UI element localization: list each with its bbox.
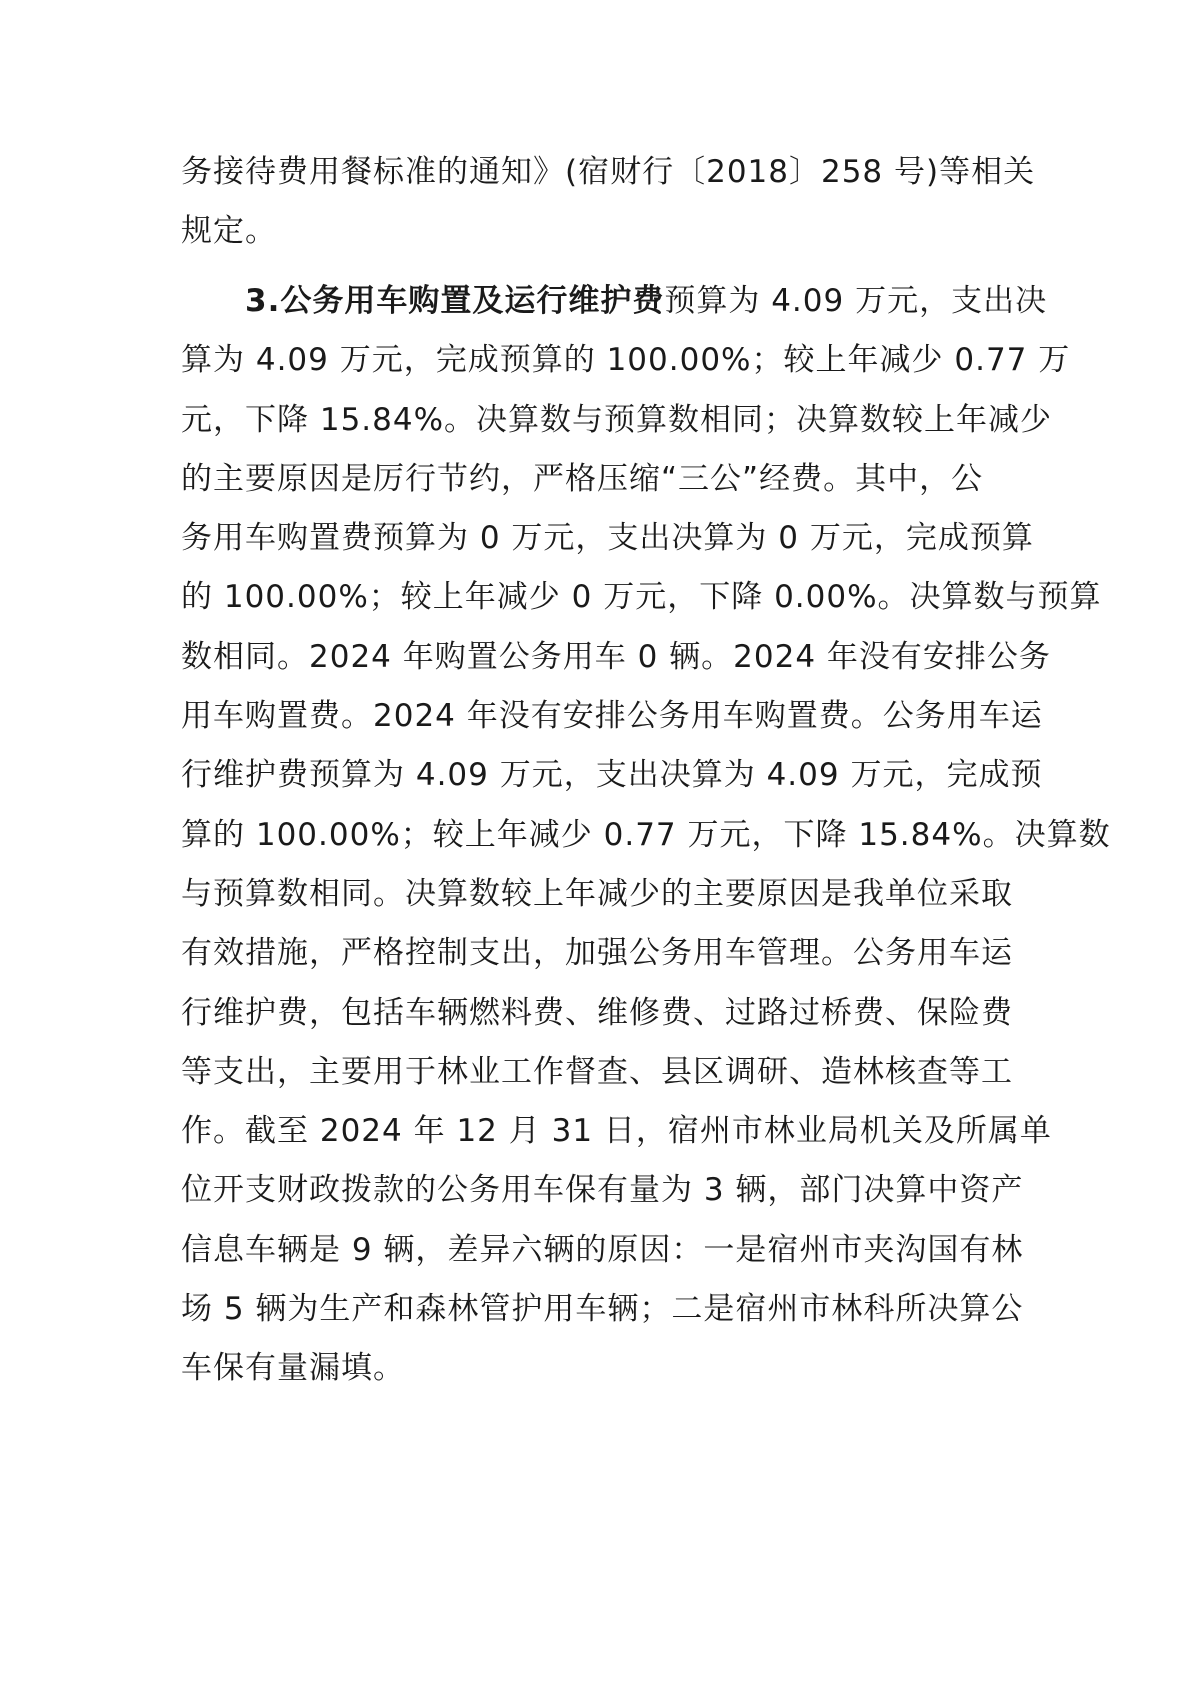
paragraph-line: 算为 4.09 万元，完成预算的 100.00%；较上年减少 0.77 万 (181, 342, 1071, 379)
paragraph-line: 位开支财政拨款的公务用车保有量为 3 辆，部门决算中资产 (181, 1172, 1024, 1209)
paragraph-line: 元，下降 15.84%。决算数与预算数相同；决算数较上年减少 (181, 401, 1053, 438)
paragraph-line: 务用车购置费预算为 0 万元，支出决算为 0 万元，完成预算 (181, 520, 1034, 557)
continuation-paragraph (181, 143, 1036, 262)
paragraph-line: 的主要原因是厉行节约，严格压缩“三公”经费。其中，公 (181, 460, 984, 497)
section-3-paragraph (181, 272, 1111, 1399)
paragraph-line: 用车购置费。2024 年没有安排公务用车购置费。公务用车运 (181, 698, 1043, 735)
section-3-heading: 3.公务用车购置及运行维护费 (245, 283, 665, 319)
paragraph-line: 信息车辆是 9 辆，差异六辆的原因：一是宿州市夹沟国有林 (181, 1231, 1024, 1268)
paragraph-line: 有效措施，严格控制支出，加强公务用车管理。公务用车运 (181, 935, 1013, 972)
paragraph-line: 与预算数相同。决算数较上年减少的主要原因是我单位采取 (181, 875, 1013, 912)
paragraph-line: 的 100.00%；较上年减少 0 万元，下降 0.00%。决算数与预算 (181, 579, 1102, 616)
section-3-first-line (181, 272, 1048, 331)
paragraph-line: 规定。 (181, 213, 277, 250)
paragraph-line: 等支出，主要用于林业工作督查、县区调研、造林核查等工 (181, 1053, 1013, 1090)
paragraph-line: 行维护费预算为 4.09 万元，支出决算为 4.09 万元，完成预 (181, 757, 1043, 794)
section-3-first-line-text: 预算为 4.09 万元，支出决 (664, 283, 1048, 319)
paragraph-line: 场 5 辆为生产和森林管护用车辆；二是宿州市林科所决算公 (181, 1291, 1024, 1328)
paragraph-line: 数相同。2024 年购置公务用车 0 辆。2024 年没有安排公务 (181, 638, 1051, 675)
paragraph-line: 车保有量漏填。 (181, 1350, 405, 1387)
paragraph-line: 务接待费用餐标准的通知》(宿财行〔2018〕258 号)等相关 (181, 154, 1036, 190)
paragraph-line: 行维护费，包括车辆燃料费、维修费、过路过桥费、保险费 (181, 994, 1013, 1031)
paragraph-line: 算的 100.00%；较上年减少 0.77 万元，下降 15.84%。决算数 (181, 816, 1111, 853)
paragraph-line: 作。截至 2024 年 12 月 31 日，宿州市林业局机关及所属单 (181, 1113, 1052, 1150)
